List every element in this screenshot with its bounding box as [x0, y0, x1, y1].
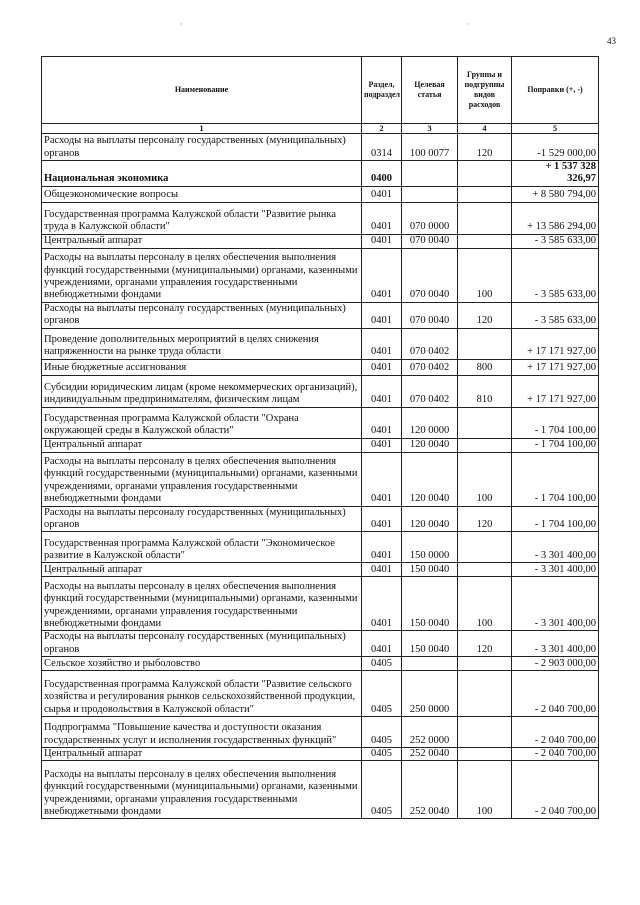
row-name: Расходы на выплаты персоналу в целях обеспечения выполнения функций государственными (муниципальными) органами, казенными учреждениями, органами управления государственными внебюджетными фондами [42, 248, 362, 302]
row-amount: + 8 580 794,00 [512, 186, 599, 202]
row-name: Расходы на выплаты персоналу в целях обеспечения выполнения функций государственными (муниципальными) органами, казенными учреждениями, органами управления государственными внебюджетными фондами [42, 577, 362, 631]
column-number: 5 [512, 124, 599, 134]
table-row [42, 407, 599, 438]
table-row [42, 375, 599, 407]
header-section: Раздел, подраздел [362, 57, 402, 124]
row-group [458, 328, 512, 359]
table-row [42, 438, 599, 452]
row-target: 252 0040 [402, 748, 458, 761]
table-row [42, 671, 599, 717]
row-group: 810 [458, 375, 512, 407]
row-amount: + 1 537 328 326,97 [512, 161, 599, 187]
row-group [458, 438, 512, 452]
row-amount: - 1 704 100,00 [512, 452, 599, 506]
row-name: Проведение дополнительных мероприятий в целях снижения напряженности на рынке труда области [42, 328, 362, 359]
row-section: 0401 [362, 375, 402, 407]
row-name: Национальная экономика [42, 161, 362, 187]
row-section: 0405 [362, 657, 402, 671]
row-name: Расходы на выплаты персоналу в целях обеспечения выполнения функций государственными (муниципальными) органами, казенными учреждениями, органами управления государственными внебюджетными фондами [42, 761, 362, 819]
row-name: Центральный аппарат [42, 234, 362, 248]
row-name: Государственная программа Калужской области "Развитие сельского хозяйства и регулирования рынков сельскохозяйственной продукции, сырья и продовольствия в Калужской области" [42, 671, 362, 717]
table-row [42, 161, 599, 187]
row-name: Расходы на выплаты персоналу в целях обеспечения выполнения функций государственными (муниципальными) органами, казенными учреждениями, органами управления государственными внебюджетными фондами [42, 452, 362, 506]
row-section: 0401 [362, 248, 402, 302]
row-amount: + 17 171 927,00 [512, 328, 599, 359]
row-name: Центральный аппарат [42, 748, 362, 761]
row-amount: - 3 585 633,00 [512, 302, 599, 328]
table-row [42, 748, 599, 761]
row-name: Сельское хозяйство и рыболовство [42, 657, 362, 671]
table-row [42, 717, 599, 748]
row-target: 070 0040 [402, 234, 458, 248]
row-target: 150 0040 [402, 631, 458, 657]
table-row [42, 452, 599, 506]
table-row [42, 186, 599, 202]
row-group: 120 [458, 631, 512, 657]
row-target: 250 0000 [402, 671, 458, 717]
row-target: 070 0402 [402, 328, 458, 359]
row-target: 070 0040 [402, 302, 458, 328]
row-section: 0401 [362, 532, 402, 563]
row-section: 0401 [362, 186, 402, 202]
row-target [402, 657, 458, 671]
row-target: 070 0402 [402, 375, 458, 407]
row-amount: - 2 903 000,00 [512, 657, 599, 671]
table-row [42, 532, 599, 563]
row-section: 0401 [362, 506, 402, 532]
row-group [458, 532, 512, 563]
row-amount: - 3 585 633,00 [512, 248, 599, 302]
row-name: Субсидии юридическим лицам (кроме некоммерческих организаций), индивидуальным предпринимателям, физическим лицам [42, 375, 362, 407]
row-group: 100 [458, 761, 512, 819]
row-section: 0401 [362, 359, 402, 375]
row-amount: - 2 040 700,00 [512, 671, 599, 717]
table-row [42, 134, 599, 161]
row-section: 0401 [362, 234, 402, 248]
row-amount: - 2 040 700,00 [512, 748, 599, 761]
table-row [42, 302, 599, 328]
row-target: 120 0040 [402, 438, 458, 452]
row-section: 0401 [362, 631, 402, 657]
row-group: 120 [458, 506, 512, 532]
row-group [458, 671, 512, 717]
row-name: Расходы на выплаты персоналу государственных (муниципальных) органов [42, 302, 362, 328]
row-group: 100 [458, 452, 512, 506]
row-name: Расходы на выплаты персоналу государственных (муниципальных) органов [42, 631, 362, 657]
column-number: 3 [402, 124, 458, 134]
row-amount: + 17 171 927,00 [512, 359, 599, 375]
row-group [458, 748, 512, 761]
row-target: 150 0040 [402, 563, 458, 577]
row-section: 0405 [362, 671, 402, 717]
scan-mark: ˇ [467, 22, 470, 31]
row-amount: - 3 301 400,00 [512, 532, 599, 563]
row-section: 0401 [362, 407, 402, 438]
row-target [402, 161, 458, 187]
header-groups: Группы и подгруппы видов расходов [458, 57, 512, 124]
budget-amendments-table [41, 56, 599, 819]
table-row [42, 328, 599, 359]
row-target: 150 0040 [402, 577, 458, 631]
row-target: 070 0040 [402, 248, 458, 302]
row-group [458, 407, 512, 438]
row-name: Государственная программа Калужской области "Развитие рынка труда в Калужской области" [42, 202, 362, 234]
row-target: 100 0077 [402, 134, 458, 161]
row-target: 120 0000 [402, 407, 458, 438]
page-number: 43 [607, 36, 616, 46]
table-row [42, 359, 599, 375]
row-name: Подпрограмма "Повышение качества и доступности оказания государственных услуг и исполнения государственных функций" [42, 717, 362, 748]
row-section: 0405 [362, 717, 402, 748]
column-number: 1 [42, 124, 362, 134]
row-name: Общеэкономические вопросы [42, 186, 362, 202]
table-row [42, 761, 599, 819]
row-section: 0401 [362, 328, 402, 359]
row-target: 252 0000 [402, 717, 458, 748]
row-target: 070 0402 [402, 359, 458, 375]
row-amount: + 17 171 927,00 [512, 375, 599, 407]
row-section: 0401 [362, 302, 402, 328]
row-group [458, 186, 512, 202]
row-section: 0401 [362, 202, 402, 234]
row-group: 800 [458, 359, 512, 375]
row-amount: - 3 301 400,00 [512, 631, 599, 657]
row-group: 120 [458, 302, 512, 328]
row-name: Расходы на выплаты персоналу государственных (муниципальных) органов [42, 134, 362, 161]
row-amount: - 1 704 100,00 [512, 506, 599, 532]
row-amount: - 2 040 700,00 [512, 761, 599, 819]
table-row [42, 506, 599, 532]
scan-mark: ˇ [180, 22, 183, 31]
row-group [458, 202, 512, 234]
row-section: 0401 [362, 563, 402, 577]
header-row [42, 57, 599, 124]
row-group: 100 [458, 248, 512, 302]
row-amount: - 1 704 100,00 [512, 407, 599, 438]
row-name: Центральный аппарат [42, 563, 362, 577]
row-group [458, 161, 512, 187]
row-target: 120 0040 [402, 452, 458, 506]
row-group: 100 [458, 577, 512, 631]
row-amount: + 13 586 294,00 [512, 202, 599, 234]
row-section: 0401 [362, 438, 402, 452]
table-row [42, 563, 599, 577]
table-row [42, 577, 599, 631]
row-amount: - 1 704 100,00 [512, 438, 599, 452]
row-target [402, 186, 458, 202]
row-section: 0400 [362, 161, 402, 187]
header-name: Наименование [42, 57, 362, 124]
row-group [458, 717, 512, 748]
row-section: 0401 [362, 577, 402, 631]
row-section: 0405 [362, 748, 402, 761]
table-row [42, 234, 599, 248]
row-name: Государственная программа Калужской области "Экономическое развитие в Калужской области" [42, 532, 362, 563]
row-target: 252 0040 [402, 761, 458, 819]
column-number: 2 [362, 124, 402, 134]
row-amount: -1 529 000,00 [512, 134, 599, 161]
row-section: 0405 [362, 761, 402, 819]
table-row [42, 202, 599, 234]
row-target: 120 0040 [402, 506, 458, 532]
table-row [42, 248, 599, 302]
table-row [42, 631, 599, 657]
row-amount: - 3 301 400,00 [512, 577, 599, 631]
row-name: Расходы на выплаты персоналу государственных (муниципальных) органов [42, 506, 362, 532]
row-group [458, 234, 512, 248]
header-amendments: Поправки (+, -) [512, 57, 599, 124]
row-group: 120 [458, 134, 512, 161]
row-amount: - 2 040 700,00 [512, 717, 599, 748]
row-group [458, 657, 512, 671]
row-target: 150 0000 [402, 532, 458, 563]
row-amount: - 3 585 633,00 [512, 234, 599, 248]
row-section: 0401 [362, 452, 402, 506]
header-target: Целевая статья [402, 57, 458, 124]
table-row [42, 657, 599, 671]
row-amount: - 3 301 400,00 [512, 563, 599, 577]
row-section: 0314 [362, 134, 402, 161]
row-name: Центральный аппарат [42, 438, 362, 452]
column-number: 4 [458, 124, 512, 134]
row-name: Государственная программа Калужской области "Охрана окружающей среды в Калужской области" [42, 407, 362, 438]
row-target: 070 0000 [402, 202, 458, 234]
column-number-row [42, 124, 599, 134]
row-name: Иные бюджетные ассигнования [42, 359, 362, 375]
row-group [458, 563, 512, 577]
